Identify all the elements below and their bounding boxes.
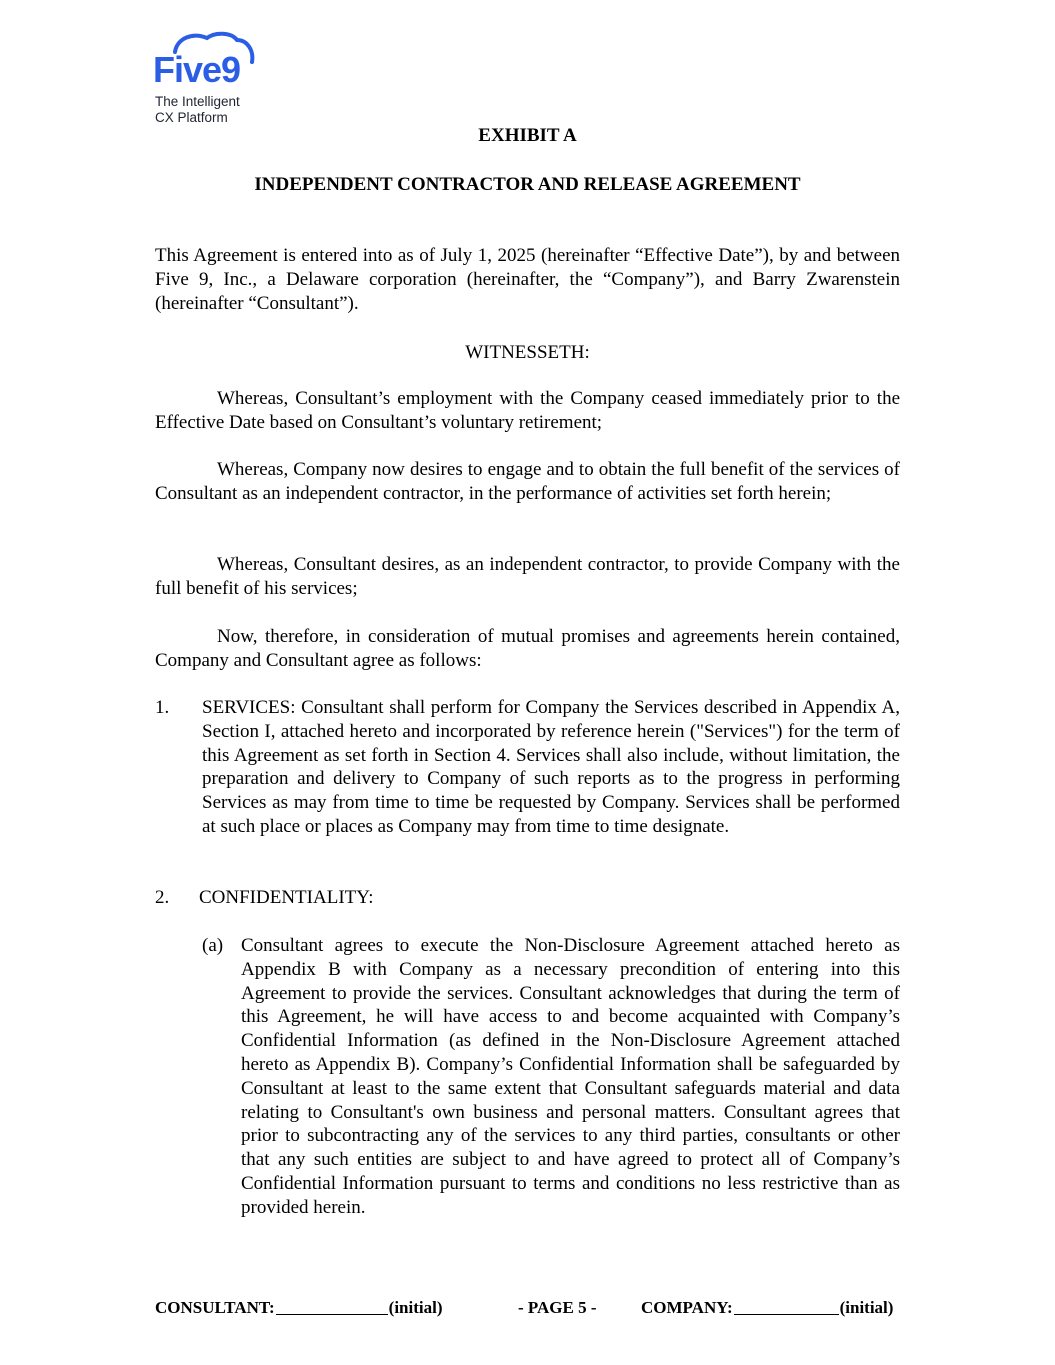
company-label: COMPANY: (641, 1298, 733, 1317)
exhibit-heading: EXHIBIT A (478, 125, 577, 146)
subsection-label: (a) (202, 935, 224, 956)
intro-paragraph: This Agreement is entered into as of July 1, 2025 (hereinafter “Effective Date”), by and between Five 9, Inc., a Delaware corporation (hereinafter, the “Company”), and Barry Zwarenstein (hereinafter “Consultant”). (155, 245, 900, 314)
five9-logo (153, 30, 273, 130)
consultant-initial-field (155, 1298, 443, 1318)
section-services (155, 696, 900, 839)
recital-paragraph: Whereas, Consultant desires, as an independent contractor, to provide Company with the full benefit of his services; (155, 554, 900, 599)
section-number: 1. (155, 697, 170, 718)
consultant-label: CONSULTANT: (155, 1298, 275, 1317)
agreement-title: INDEPENDENT CONTRACTOR AND RELEASE AGREEMENT (254, 174, 801, 195)
recital-paragraph: Whereas, Consultant’s employment with the Company ceased immediately prior to the Effective Date based on Consultant’s voluntary retirement; (155, 388, 900, 433)
section-text: SERVICES: Consultant shall perform for Company the Services described in Appendix A, Section I, attached hereto and incorporated by reference herein ("Services") for the term of this Agreement as set forth in Section 4. Services shall also include, without limitation, the preparation and delivery to Company of such reports as to the progress in performing Services as may from time to time be requested by Company. Services shall be performed at such place or places as Company may from time to time designate. (202, 697, 900, 837)
tagline-line1: The Intelligent (155, 94, 240, 109)
section-number: 2. (155, 887, 170, 908)
five9-cloud-logo-icon (153, 30, 263, 92)
subsection-text: Consultant agrees to execute the Non-Disclosure Agreement attached hereto as Appendix B with Company as a necessary precondition of entering into this Agreement to provide the services. Consultant acknowledges that during the term of this Agreement, he will have access to and become acquainted with Company’s Confidential Information (as defined in the Non-Disclosure Agreement attached hereto as Appendix B). Company’s Confidential Information shall be safeguarded by Consultant at least to the same extent that Consultant safeguards material and data relating to Consultant's own business and personal matters. Consultant agrees that prior to subcontracting any of the services to any third parties, consultants or other that any such entities are subject to and have agreed to protect all of Company’s Confidential Information pursuant to terms and conditions no less restrictive than as provided herein. (241, 935, 900, 1218)
consultant-initial-blank (276, 1298, 388, 1315)
subsection-a (202, 934, 900, 1220)
recital-paragraph: Whereas, Company now desires to engage and to obtain the full benefit of the services of Consultant as an independent contractor, in the performance of activities set forth herein; (155, 459, 900, 504)
tagline-line2: CX Platform (155, 110, 228, 125)
company-initial-blank (734, 1298, 839, 1315)
logo-tagline (155, 94, 240, 126)
page-number: - PAGE 5 - (518, 1298, 597, 1317)
company-initial-field (641, 1298, 893, 1318)
witnesseth-heading: WITNESSETH: (465, 342, 590, 363)
brand-wordmark: Five9 (153, 49, 241, 90)
section-text: CONFIDENTIALITY: (199, 887, 374, 908)
consultant-initial-label: (initial) (388, 1298, 443, 1317)
section-confidentiality (155, 886, 900, 910)
recital-paragraph: Now, therefore, in consideration of mutual promises and agreements herein contained, Company and Consultant agree as follows: (155, 626, 900, 671)
company-initial-label: (initial) (839, 1298, 894, 1317)
